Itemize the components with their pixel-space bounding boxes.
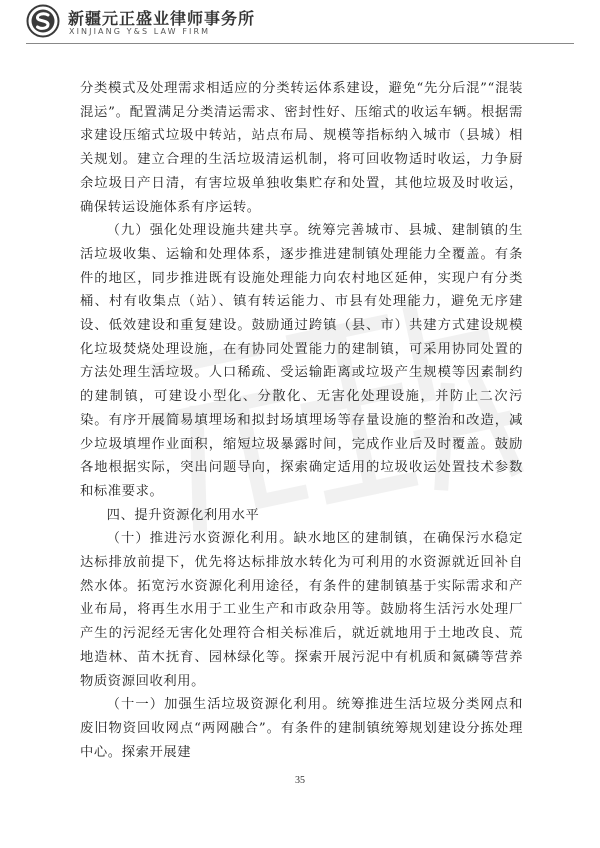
paragraph-continuation: 分类模式及处理需求相适应的分类转运体系建设，避免“先分后混”“混装混运”。配置满足分类清运需求、密封性好、压缩式的收运车辆。根据需求建设压缩式垃圾中转站，站点布局、规模等指标纳入城市（县城）相关规划。建立合理的生活垃圾清运机制，将可回收物适时收运，力争厨余垃圾日产日清，有害垃圾单独收集贮存和处置，其他垃圾及时收运，确保转运设施体系有序运转。 [80,81,523,215]
paragraph-item-9: （九）强化处理设施共建共享。统筹完善城市、县城、建制镇的生活垃圾收集、运输和处理体系，逐步推进建制镇处理能力全覆盖。有条件的地区，同步推进既有设施处理能力向农村地区延伸，实现户有分类桶、村有收集点（站）、镇有转运能力、市县有处理能力，避免无序建设、低效建设和重复建设。鼓励通过跨镇（县、市）共建方式建设规模化垃圾焚烧处理设施，在有协同处置能力的建制镇，可采用协同处置的方法处理生活垃圾。人口稀疏、受运输距离或垃圾产生规模等因素制约的建制镇，可建设小型化、分散化、无害化处理设施，并防止二次污染。有序开展简易填埋场和拟封场填埋场等存量设施的整治和改造，减少垃圾填埋作业面积，缩短垃圾暴露时间，完成作业后及时覆盖。鼓励各地根据实际，突出问题导向，探索确定适用的垃圾收运处置技术参数和标准要求。 [80,223,523,499]
page-header [26,4,586,44]
page-number: 35 [295,775,305,786]
header-divider [26,43,574,44]
section-heading-4: 四、提升资源化利用水平 [106,507,260,523]
paragraph-item-11: （十一）加强生活垃圾资源化利用。统筹推进生活垃圾分类网点和废旧物资回收网点“两网融合”。有条件的建制镇统筹规划建设分拣处理中心。探索开展建 [80,697,523,760]
paragraph-item-10: （十）推进污水资源化利用。缺水地区的建制镇，在确保污水稳定达标排放前提下，优先将达标排放水转化为可利用的水资源就近回补自然水体。拓宽污水资源化利用途径，有条件的建制镇基于实际需求和产业布局，将再生水用于工业生产和市政杂用等。鼓励将生活污水处理厂产生的污泥经无害化处理符合相关标准后，就近就地用于土地改良、荒地造林、苗木抚育、园林绿化等。探索开展污泥中有机质和氮磷等营养物质资源回收利用。 [80,531,523,689]
firm-name-cn: 新疆元正盛业律师事务所 [68,9,256,28]
firm-logo-icon [26,4,60,38]
firm-name-en: XINJIANG Y&S LAW FIRM [69,27,211,36]
document-body [80,77,523,764]
